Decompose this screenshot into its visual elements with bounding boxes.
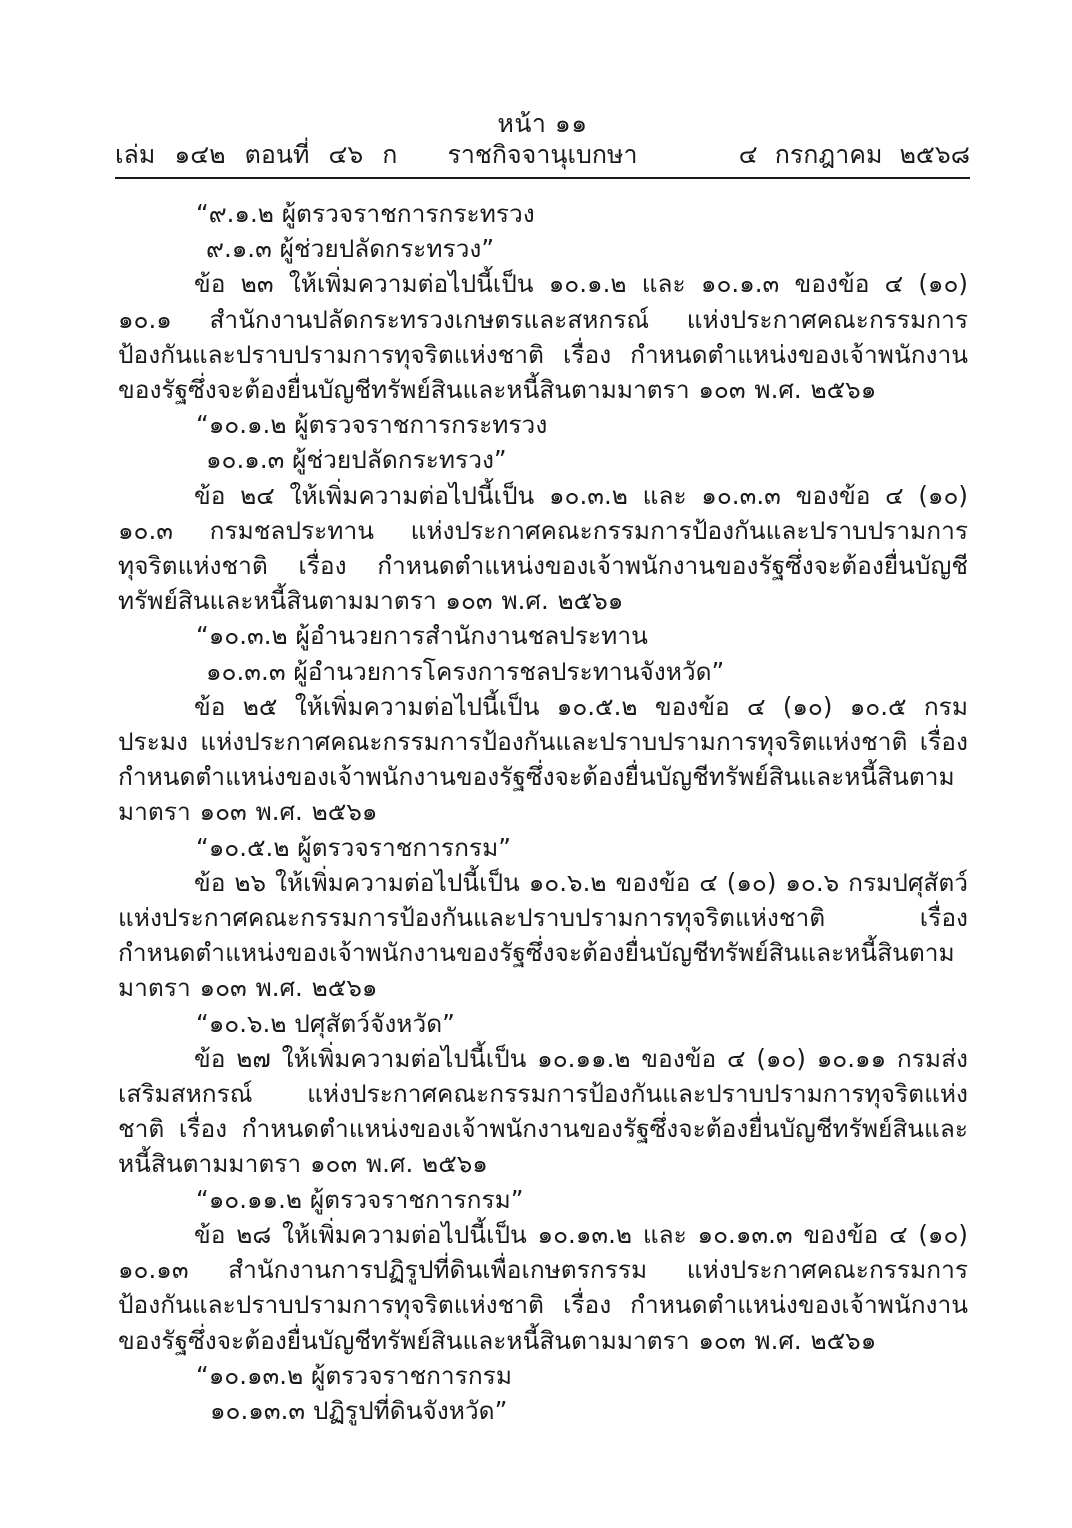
section-class: ก [382, 140, 398, 170]
quote-10-13-3: ๑๐.๑๓.๓ ปฏิรูปที่ดินจังหวัด” [210, 1395, 508, 1425]
date-month: กรกฎาคม [774, 140, 883, 170]
quote-9-1-2: “๙.๑.๒ ผู้ตรวจราชการกระทรวง [196, 199, 535, 228]
quote-9-1-3: ๙.๑.๓ ผู้ช่วยปลัดกระทรวง” [206, 234, 495, 264]
masthead-date-group [739, 139, 970, 172]
quote-10-5-2: “๑๐.๕.๒ ผู้ตรวจราชการกรม” [196, 832, 511, 862]
section-number: ๔๖ [328, 140, 364, 170]
date-year: ๒๕๖๘ [899, 140, 970, 170]
section-label: ตอนที่ [244, 140, 310, 170]
page-number-line: หน้า ๑๑ [497, 109, 588, 138]
quote-10-11-2: “๑๐.๑๑.๒ ผู้ตรวจราชการกรม” [196, 1184, 524, 1214]
page-masthead [115, 108, 970, 179]
masthead-volume-group [115, 139, 397, 172]
clause-24-paragraph: ข้อ ๒๔ ให้เพิ่มความต่อไปนี้เป็น ๑๐.๓.๒ และ ๑๐.๓.๓ ของข้อ ๔ (๑๐) ๑๐.๓ กรมชลประทาน แห่งประกาศคณะกรรมการป้องกันและปราบปรามการทุจริตแห่งชาติ เรื่อง กำหนดตำแหน่งของเจ้าพนักงานของรัฐซึ่งจะต้องยื่นบัญชีทรัพย์สินและหนี้สินตามมาตรา ๑๐๓ พ.ศ. ๒๕๖๑ [118, 480, 968, 616]
document-body [118, 196, 968, 1428]
clause-25-paragraph: ข้อ ๒๕ ให้เพิ่มความต่อไปนี้เป็น ๑๐.๕.๒ ของข้อ ๔ (๑๐) ๑๐.๕ กรมประมง แห่งประกาศคณะกรรมการป้องกันและปราบปรามการทุจริตแห่งชาติ เรื่อง กำหนดตำแหน่งของเจ้าพนักงานของรัฐซึ่งจะต้องยื่นบัญชีทรัพย์สินและหนี้สินตามมาตรา ๑๐๓ พ.ศ. ๒๕๖๑ [118, 691, 968, 827]
gazette-title: ราชกิจจานุเบกษา [447, 140, 638, 170]
volume-number: ๑๔๒ [174, 140, 226, 170]
quote-10-13-2: “๑๐.๑๓.๒ ผู้ตรวจราชการกรม [196, 1360, 512, 1390]
clause-26-paragraph: ข้อ ๒๖ ให้เพิ่มความต่อไปนี้เป็น ๑๐.๖.๒ ของข้อ ๔ (๑๐) ๑๐.๖ กรมปศุสัตว์ แห่งประกาศคณะกรรมการป้องกันและปราบปรามการทุจริตแห่งชาติ เรื่อง กำหนดตำแหน่งของเจ้าพนักงานของรัฐซึ่งจะต้องยื่นบัญชีทรัพย์สินและหนี้สินตามมาตรา ๑๐๓ พ.ศ. ๒๕๖๑ [118, 867, 968, 1003]
masthead-row [115, 139, 970, 176]
masthead-divider [115, 177, 970, 179]
clause-27-paragraph: ข้อ ๒๗ ให้เพิ่มความต่อไปนี้เป็น ๑๐.๑๑.๒ ของข้อ ๔ (๑๐) ๑๐.๑๑ กรมส่งเสริมสหกรณ์ แห่งประกาศคณะกรรมการป้องกันและปราบปรามการทุจริตแห่งชาติ เรื่อง กำหนดตำแหน่งของเจ้าพนักงานของรัฐซึ่งจะต้องยื่นบัญชีทรัพย์สินและหนี้สินตามมาตรา ๑๐๓ พ.ศ. ๒๕๖๑ [118, 1043, 968, 1179]
quote-10-6-2: “๑๐.๖.๒ ปศุสัตว์จังหวัด” [196, 1008, 455, 1038]
quote-10-3-3: ๑๐.๓.๓ ผู้อำนวยการโครงการชลประทานจังหวัด” [206, 656, 725, 686]
clause-23-paragraph: ข้อ ๒๓ ให้เพิ่มความต่อไปนี้เป็น ๑๐.๑.๒ และ ๑๐.๑.๓ ของข้อ ๔ (๑๐) ๑๐.๑ สำนักงานปลัดกระทรวงเกษตรและสหกรณ์ แห่งประกาศคณะกรรมการป้องกันและปราบปรามการทุจริตแห่งชาติ เรื่อง กำหนดตำแหน่งของเจ้าพนักงานของรัฐซึ่งจะต้องยื่นบัญชีทรัพย์สินและหนี้สินตามมาตรา ๑๐๓ พ.ศ. ๒๕๖๑ [118, 269, 968, 405]
volume-label: เล่ม [115, 140, 156, 170]
date-day: ๔ [738, 140, 758, 170]
clause-28-paragraph: ข้อ ๒๘ ให้เพิ่มความต่อไปนี้เป็น ๑๐.๑๓.๒ และ ๑๐.๑๓.๓ ของข้อ ๔ (๑๐) ๑๐.๑๓ สำนักงานการปฏิรูปที่ดินเพื่อเกษตรกรรม แห่งประกาศคณะกรรมการป้องกันและปราบปรามการทุจริตแห่งชาติ เรื่อง กำหนดตำแหน่งของเจ้าพนักงานของรัฐซึ่งจะต้องยื่นบัญชีทรัพย์สินและหนี้สินตามมาตรา ๑๐๓ พ.ศ. ๒๕๖๑ [118, 1219, 968, 1355]
quote-10-1-2: “๑๐.๑.๒ ผู้ตรวจราชการกระทรวง [196, 410, 548, 440]
quote-10-3-2: “๑๐.๓.๒ ผู้อำนวยการสำนักงานชลประทาน [196, 621, 648, 651]
quote-10-1-3: ๑๐.๑.๓ ผู้ช่วยปลัดกระทรวง” [206, 445, 507, 475]
